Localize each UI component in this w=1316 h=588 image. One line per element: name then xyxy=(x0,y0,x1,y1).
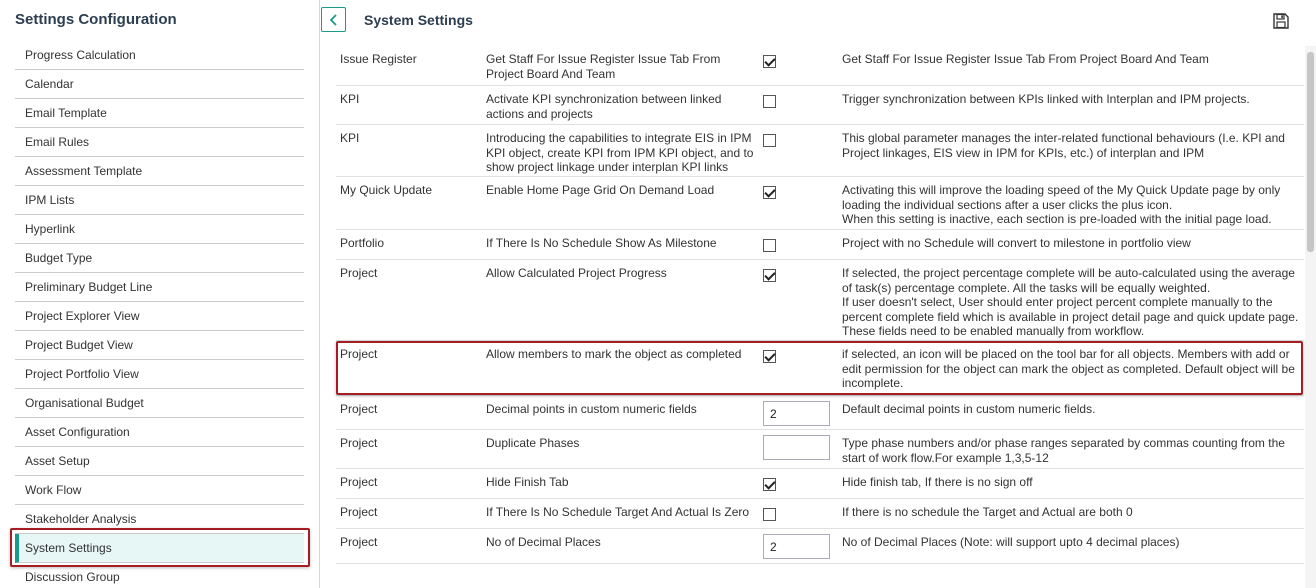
setting-description: Trigger synchronization between KPIs linked with Interplan and IPM projects. xyxy=(842,92,1250,106)
setting-name: Enable Home Page Grid On Demand Load xyxy=(486,183,715,197)
setting-checkbox[interactable] xyxy=(763,239,776,252)
setting-description: Default decimal points in custom numeric fields. xyxy=(842,402,1096,416)
chevron-left-icon xyxy=(328,14,340,26)
sidebar-item-organisational-budget[interactable]: Organisational Budget xyxy=(15,389,304,418)
setting-module: Project xyxy=(340,436,378,450)
table-row xyxy=(336,230,1304,260)
setting-description: Get Staff For Issue Register Issue Tab From Project Board And Team xyxy=(842,52,1209,66)
sidebar-item-work-flow[interactable]: Work Flow xyxy=(15,476,304,505)
setting-description: This global parameter manages the inter-related functional behaviours (I.e. KPI and Project linkages, EIS view in IPM for KPIs, etc.) of interplan and IPM xyxy=(842,131,1285,160)
sidebar-item-project-budget-view[interactable]: Project Budget View xyxy=(15,331,304,360)
page-title: System Settings xyxy=(364,12,473,28)
table-row xyxy=(336,529,1304,564)
table-row xyxy=(336,430,1304,469)
sidebar-item-project-portfolio-view[interactable]: Project Portfolio View xyxy=(15,360,304,389)
setting-checkbox[interactable] xyxy=(763,478,776,491)
setting-value xyxy=(763,475,833,491)
table-row xyxy=(336,125,1304,177)
setting-checkbox[interactable] xyxy=(763,508,776,521)
sidebar-item-assessment-template[interactable]: Assessment Template xyxy=(15,157,304,186)
setting-input[interactable] xyxy=(763,401,830,426)
setting-checkbox[interactable] xyxy=(763,186,776,199)
table-row xyxy=(336,46,1304,86)
setting-description: if selected, an icon will be placed on the tool bar for all objects. Members with add or edit permission for the object can mark the object as completed. Default object will be incomplete. xyxy=(842,347,1295,390)
setting-checkbox[interactable] xyxy=(763,350,776,363)
setting-checkbox[interactable] xyxy=(763,55,776,68)
sidebar-item-discussion-group[interactable]: Discussion Group xyxy=(15,563,304,588)
setting-module: KPI xyxy=(340,131,360,145)
table-row xyxy=(336,86,1304,125)
setting-value xyxy=(763,347,833,363)
table-row xyxy=(336,177,1304,230)
setting-name: Introducing the capabilities to integrate EIS in IPM KPI object, create KPI from IPM KPI object, and to show project linkage under interplan KPI links xyxy=(486,131,754,174)
setting-description: If selected, the project percentage complete will be auto-calculated using the average of task(s) percentage complete. All the tasks will be equally weighted. If user doesn't select, User should enter project percent complete manually to the percent complete field which is available in project detail page and quick update page. These fields need to be enabled manually from workflow. xyxy=(842,266,1299,338)
setting-description: Project with no Schedule will convert to milestone in portfolio view xyxy=(842,236,1191,250)
sidebar-item-asset-configuration[interactable]: Asset Configuration xyxy=(15,418,304,447)
table-row xyxy=(336,469,1304,499)
setting-module: Portfolio xyxy=(340,236,385,250)
setting-description: Hide finish tab, If there is no sign off xyxy=(842,475,1033,489)
setting-value xyxy=(763,436,833,460)
setting-module: Issue Register xyxy=(340,52,417,66)
sidebar-item-preliminary-budget-line[interactable]: Preliminary Budget Line xyxy=(15,273,304,302)
table-row xyxy=(336,396,1304,430)
setting-module: Project xyxy=(340,347,378,361)
setting-name: No of Decimal Places xyxy=(486,535,601,549)
setting-value xyxy=(763,183,833,199)
sidebar-item-calendar[interactable]: Calendar xyxy=(15,70,304,99)
setting-name: Duplicate Phases xyxy=(486,436,580,450)
setting-checkbox[interactable] xyxy=(763,134,776,147)
sidebar-item-email-rules[interactable]: Email Rules xyxy=(15,128,304,157)
page-header xyxy=(321,0,1316,42)
setting-value xyxy=(763,236,833,252)
sidebar-list xyxy=(15,41,304,588)
setting-module: Project xyxy=(340,266,378,280)
setting-module: Project xyxy=(340,402,378,416)
setting-checkbox[interactable] xyxy=(763,95,776,108)
sidebar-item-progress-calculation[interactable]: Progress Calculation xyxy=(15,41,304,70)
setting-description: Type phase numbers and/or phase ranges separated by commas counting from the start of work flow.For example 1,3,5-12 xyxy=(842,436,1285,465)
sidebar-item-asset-setup[interactable]: Asset Setup xyxy=(15,447,304,476)
setting-name: Activate KPI synchronization between linked actions and projects xyxy=(486,92,722,121)
sidebar-item-ipm-lists[interactable]: IPM Lists xyxy=(15,186,304,215)
sidebar-item-budget-type[interactable]: Budget Type xyxy=(15,244,304,273)
settings-table xyxy=(336,46,1304,588)
setting-module: Project xyxy=(340,475,378,489)
save-icon[interactable] xyxy=(1272,12,1290,30)
setting-name: Allow members to mark the object as completed xyxy=(486,347,742,361)
sidebar-item-email-template[interactable]: Email Template xyxy=(15,99,304,128)
setting-module: KPI xyxy=(340,92,360,106)
setting-value xyxy=(763,131,833,147)
setting-description: Activating this will improve the loading speed of the My Quick Update page by only loading the individual sections after a user clicks the plus icon. When this setting is inactive, each section is pre-loaded with the initial page load. xyxy=(842,183,1281,226)
setting-module: Project xyxy=(340,505,378,519)
setting-value xyxy=(763,266,833,282)
setting-name: Get Staff For Issue Register Issue Tab From Project Board And Team xyxy=(486,52,721,81)
setting-name: If There Is No Schedule Show As Milestone xyxy=(486,236,717,250)
setting-input[interactable] xyxy=(763,534,830,559)
sidebar-item-stakeholder-analysis[interactable]: Stakeholder Analysis xyxy=(15,505,304,534)
back-button[interactable] xyxy=(321,7,346,32)
settings-sidebar xyxy=(0,0,320,588)
setting-value xyxy=(763,505,833,521)
scrollbar-thumb[interactable] xyxy=(1307,52,1314,252)
sidebar-item-system-settings[interactable]: System Settings xyxy=(15,534,304,563)
setting-checkbox[interactable] xyxy=(763,269,776,282)
setting-description: No of Decimal Places (Note: will support upto 4 decimal places) xyxy=(842,535,1180,549)
setting-name: Hide Finish Tab xyxy=(486,475,569,489)
setting-module: My Quick Update xyxy=(340,183,433,197)
sidebar-item-project-explorer-view[interactable]: Project Explorer View xyxy=(15,302,304,331)
setting-name: Allow Calculated Project Progress xyxy=(486,266,667,280)
setting-value xyxy=(763,535,833,559)
setting-value xyxy=(763,52,833,68)
sidebar-item-hyperlink[interactable]: Hyperlink xyxy=(15,215,304,244)
setting-value xyxy=(763,402,833,426)
sidebar-title: Settings Configuration xyxy=(15,11,177,28)
table-row xyxy=(336,260,1304,341)
setting-name: If There Is No Schedule Target And Actual Is Zero xyxy=(486,505,750,519)
setting-value xyxy=(763,92,833,108)
setting-module: Project xyxy=(340,535,378,549)
setting-description: If there is no schedule the Target and Actual are both 0 xyxy=(842,505,1133,519)
table-row xyxy=(336,341,1304,396)
setting-input[interactable] xyxy=(763,435,830,460)
setting-name: Decimal points in custom numeric fields xyxy=(486,402,697,416)
table-row xyxy=(336,499,1304,529)
table-scrollbar[interactable] xyxy=(1305,46,1316,588)
